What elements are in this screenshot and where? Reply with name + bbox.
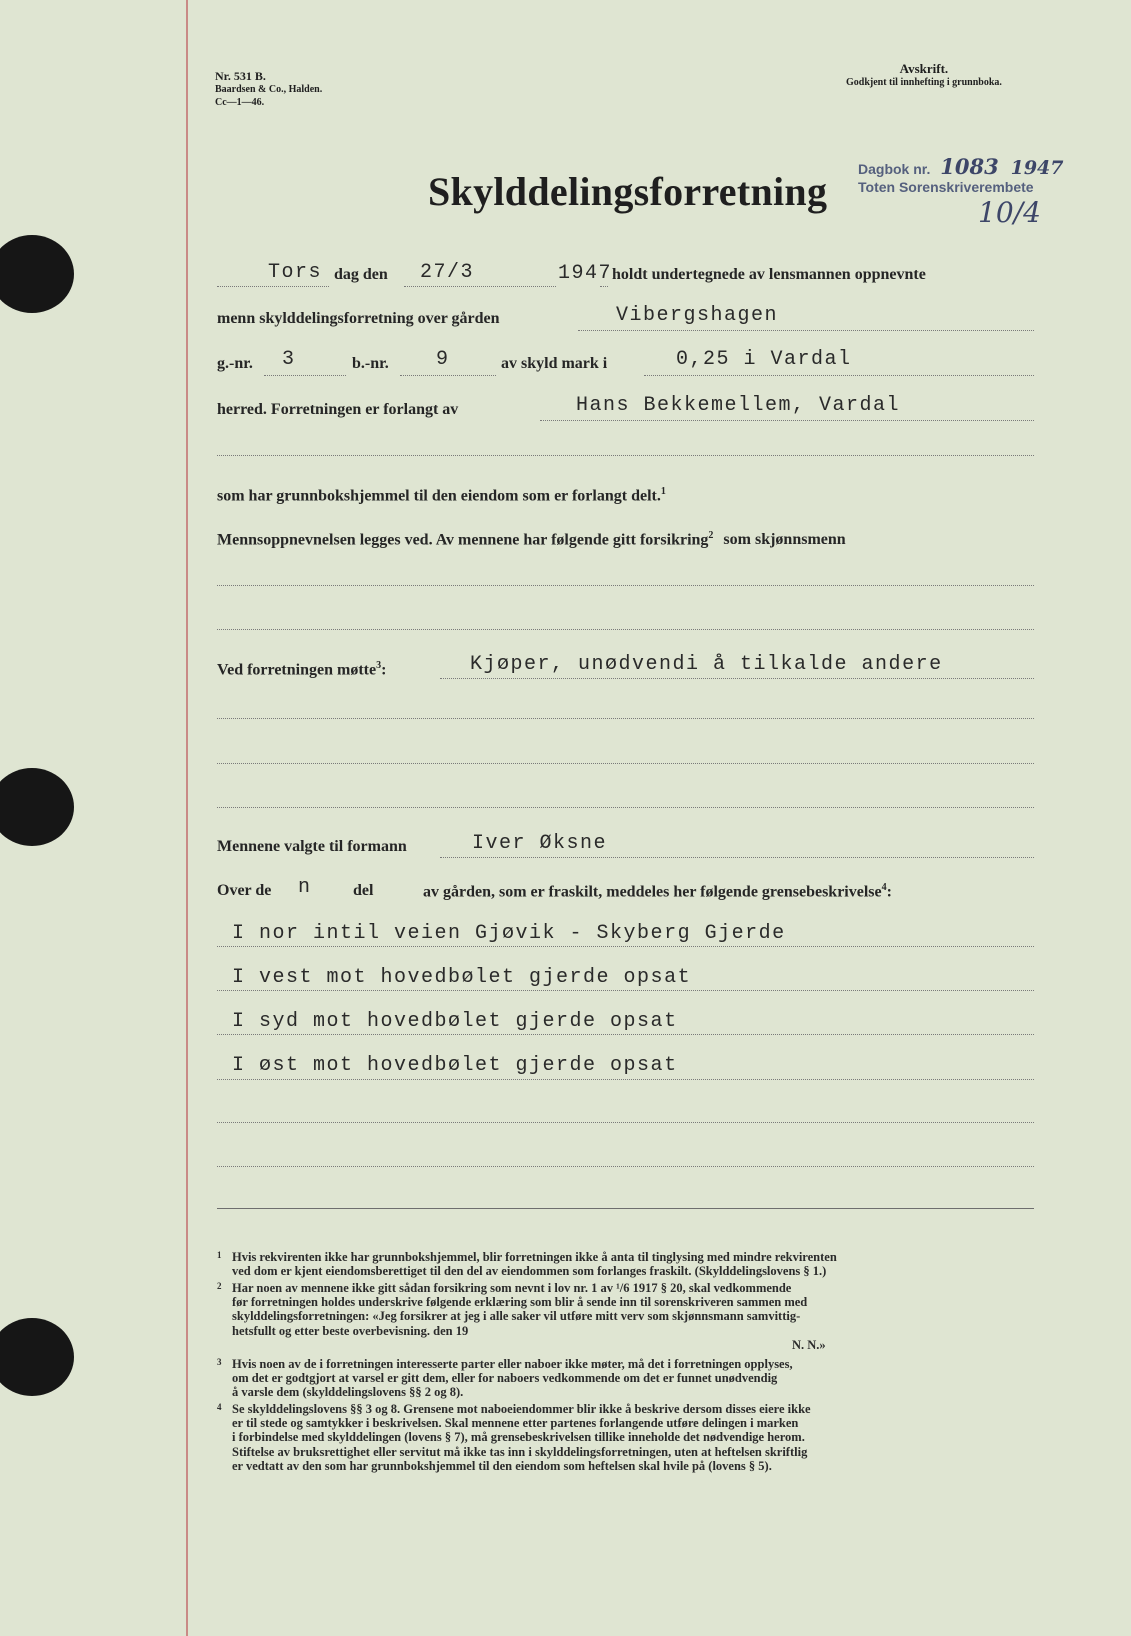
boundary-line: I vest mot hovedbølet gjerde opsat <box>232 966 692 989</box>
skyld-label: av skyld mark i <box>501 355 608 372</box>
field-skyld: 0,25 i Vardal <box>676 348 852 371</box>
punch-hole <box>0 235 74 313</box>
registry-stamp <box>858 154 1064 196</box>
punch-hole <box>0 768 74 846</box>
blank-line <box>600 286 608 287</box>
blank-line <box>217 807 1034 808</box>
field-gnr: 3 <box>282 348 296 371</box>
blank-line <box>440 857 1034 858</box>
attended-label: Ved forretningen møtte$^3$: <box>217 660 387 679</box>
blank-line <box>217 286 329 287</box>
boundary-line: I nor intil veien Gjøvik - Skyberg Gjerde <box>232 922 786 945</box>
footnote-rule <box>217 1208 1034 1209</box>
stamp-date: 10/4 <box>978 196 1041 229</box>
blank-line <box>217 1166 1034 1167</box>
field-attended: Kjøper, unødvendi å tilkalde andere <box>470 653 943 676</box>
blank-line <box>217 1034 1034 1035</box>
field-day: Tors <box>268 261 323 284</box>
punch-hole <box>0 1318 74 1396</box>
copy-note <box>846 62 1002 90</box>
print-code: Cc—1—46. <box>215 97 265 108</box>
blank-line <box>578 330 1034 331</box>
del-label: del <box>353 882 374 899</box>
margin-line <box>186 0 188 1636</box>
day-label: dag den <box>334 266 388 283</box>
blank-line <box>217 455 1034 456</box>
text-line-1: holdt undertegnede av lensmannen oppnevnte <box>612 266 926 283</box>
blank-line <box>440 678 1034 679</box>
printer-name: Baardsen & Co., Halden. <box>215 84 323 95</box>
text-line-3: som har grunnbokshjemmel til den eiendom som er forlangt delt.$^1$ <box>217 486 666 505</box>
boundary-line: I syd mot hovedbølet gjerde opsat <box>232 1010 678 1033</box>
text-line-4: Mennsoppnevnelsen legges ved. Av mennene har følgende gitt forsikring$^2$ som skjønnsmenn <box>217 530 846 549</box>
footnote-4: 4 Se skylddelingslovens §§ 3 og 8. Grensene mot naboeiendommer blir ikke å beskrive dersom disses eiere ikke er til stede og samtykker i beskrivelsen. Skal mennene etter partenes forlangende utføre delingen i marken i forbindelse med skylddelingen (lovens § 7), må grensebeskrivelsen tillike inneholde det nødvendige herom. Stiftelse av bruksrettighet eller servitut må ikke tas inn i skylddelingsforretningen, uten at heftelsen skriftlig er vedtatt av den som har grunnbokshjemmel til den eiendom som heftelsen skal hvile på (lovens § 5). <box>217 1402 811 1473</box>
blank-line <box>217 585 1034 586</box>
copy-label: Avskrift. <box>899 61 949 76</box>
field-requester: Hans Bekkemellem, Vardal <box>576 394 901 417</box>
footnote-2: 2 Har noen av mennene ikke gitt sådan forsikring som nevnt i lov nr. 1 av ¹/6 1917 § 20, skal vedkommende før forretningen holdes underskrive følgende erklæring som blir å sende inn til sorenskriveren sammen med skylddelingsforretningen: «Jeg forsikrer at jeg i alle saker vil utføre mitt verv som skjønnsmann samvittig- hetsfullt og etter beste overbevisning. den 19 N. N.» <box>217 1281 826 1352</box>
stamp-prefix: Dagbok nr. <box>858 161 931 177</box>
boundary-label: av gården, som er fraskilt, meddeles her følgende grensebeskrivelse$^4$: <box>423 882 892 901</box>
stamp-entry-number: 1083 <box>940 154 999 179</box>
gnr-label: g.-nr. <box>217 355 253 372</box>
printer-info <box>215 70 322 109</box>
blank-line <box>217 629 1034 630</box>
blank-line <box>400 375 496 376</box>
blank-line <box>217 763 1034 764</box>
blank-line <box>644 375 1034 376</box>
field-foreman: Iver Øksne <box>472 832 608 855</box>
herred-label: herred. Forretningen er forlangt av <box>217 401 459 418</box>
footnote-3: 3 Hvis noen av de i forretningen interesserte parter eller naboer ikke møter, må det i forretningen opplyses, om det er godtgjort at varsel er gitt dem, eller for naboers vedkommende om det er funnet unødvendig å varsle dem (skylddelingslovens §§ 2 og 8). <box>217 1357 793 1400</box>
copy-approval: Godkjent til innhefting i grunnboka. <box>846 77 1002 88</box>
field-over: n <box>298 876 312 899</box>
blank-line <box>540 420 1034 421</box>
foreman-label: Mennene valgte til formann <box>217 838 407 855</box>
field-bnr: 9 <box>436 348 450 371</box>
blank-line <box>404 286 556 287</box>
footnote-1: 1 Hvis rekvirenten ikke har grunnbokshjemmel, blir forretningen ikke å anta til tinglysing med mindre rekvirenten ved dom er kjent eiendomsberettiget til den del av eiendommen som forlanges fraskilt. (Skylddelingslovens § 1.) <box>217 1250 837 1279</box>
blank-line <box>217 990 1034 991</box>
blank-line <box>217 946 1034 947</box>
field-farm: Vibergshagen <box>616 304 779 327</box>
text-line-2: menn skylddelingsforretning over gården <box>217 310 500 327</box>
stamp-year: 1947 <box>1010 157 1064 179</box>
bnr-label: b.-nr. <box>352 355 389 372</box>
blank-line <box>217 1122 1034 1123</box>
field-year: 1947 <box>558 262 613 285</box>
blank-line <box>264 375 346 376</box>
form-number: Nr. 531 B. <box>215 69 266 83</box>
blank-line <box>217 1079 1034 1080</box>
boundary-line: I øst mot hovedbølet gjerde opsat <box>232 1054 678 1077</box>
over-label: Over de <box>217 882 272 899</box>
blank-line <box>217 718 1034 719</box>
document-title: Skylddelingsforretning <box>428 169 828 214</box>
field-date: 27/3 <box>420 261 475 284</box>
stamp-office: Toten Sorenskriverembete <box>858 179 1034 195</box>
